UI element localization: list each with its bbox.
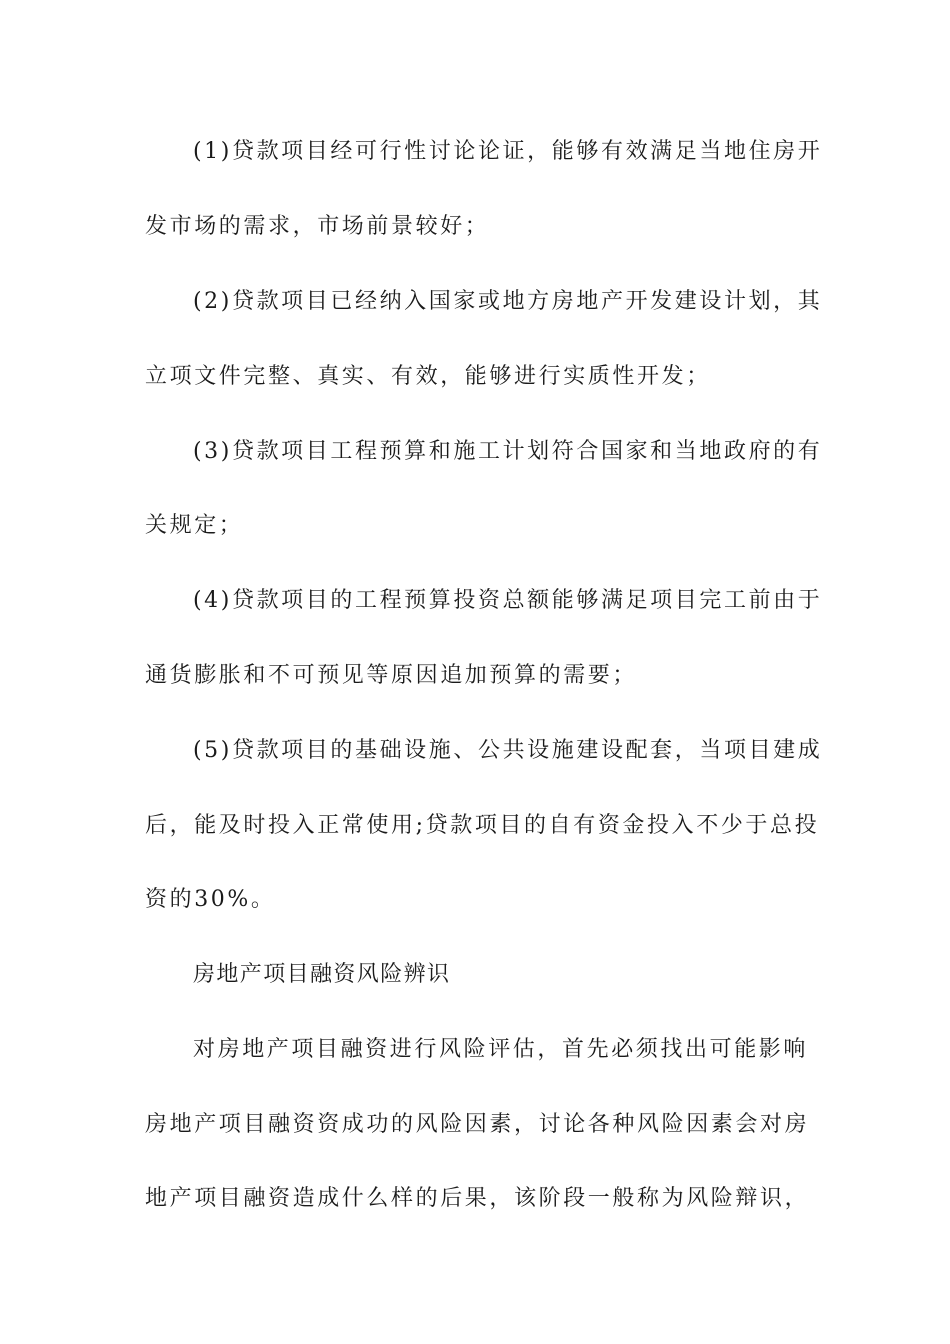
paragraph-3-line-1: (3)贷款项目工程预算和施工计划符合国家和当地政府的有	[193, 439, 823, 464]
paragraph-3-line-2: 关规定；	[145, 513, 244, 538]
paragraph-1-line-1: (1)贷款项目经可行性讨论论证，能够有效满足当地住房开	[193, 139, 823, 164]
paragraph-4-line-1: (4)贷款项目的工程预算投资总额能够满足项目完工前由于	[193, 588, 823, 613]
paragraph-6-line-1: 对房地产项目融资进行风险评估，首先必须找出可能影响	[193, 1037, 809, 1062]
paragraph-4-line-2: 通货膨胀和不可预见等原因追加预算的需要；	[145, 663, 638, 688]
paragraph-6-line-3: 地产项目融资造成什么样的后果，该阶段一般称为风险辩识，	[145, 1186, 810, 1211]
section-heading: 房地产项目融资风险辨识	[193, 962, 451, 987]
paragraph-2-line-2: 立项文件完整、真实、有效，能够进行实质性开发；	[145, 364, 711, 389]
paragraph-1-line-2: 发市场的需求，市场前景较好；	[145, 214, 490, 239]
paragraph-6-line-2: 房地产项目融资资成功的风险因素，讨论各种风险因素会对房	[145, 1112, 810, 1137]
paragraph-2-line-1: (2)贷款项目已经纳入国家或地方房地产开发建设计划，其	[193, 289, 823, 314]
paragraph-5-line-2: 后，能及时投入正常使用;贷款项目的自有资金投入不少于总投	[145, 813, 820, 838]
paragraph-5-line-3: 资的30%。	[145, 887, 276, 912]
paragraph-5-line-1: (5)贷款项目的基础设施、公共设施建设配套，当项目建成	[193, 738, 823, 763]
